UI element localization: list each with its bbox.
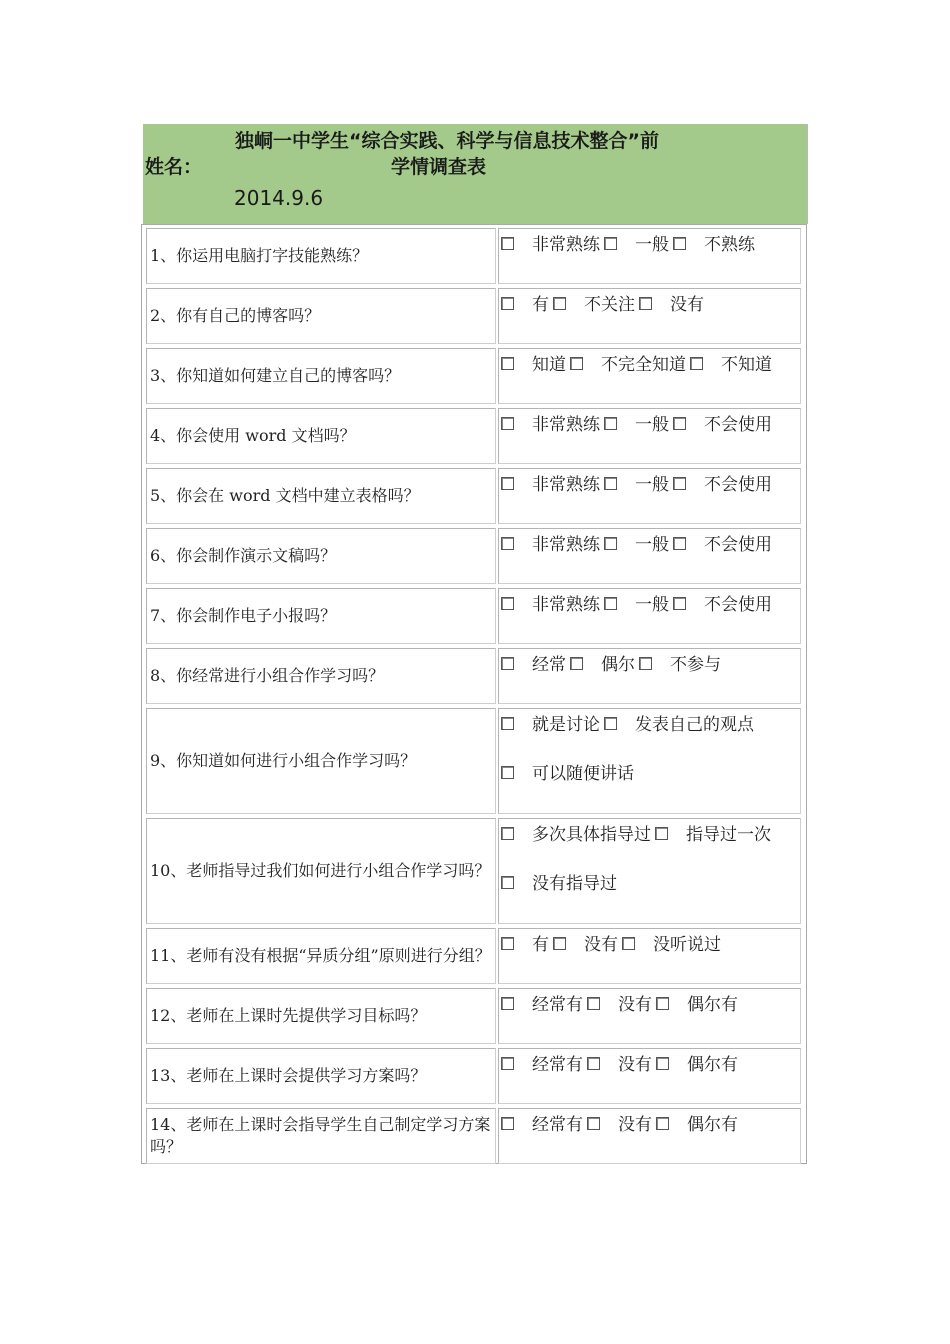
option-checkbox[interactable]: [656, 997, 669, 1010]
option-checkbox[interactable]: [673, 237, 686, 250]
option-line: [501, 236, 759, 256]
question-text: 7、你会制作电子小报吗？: [146, 588, 496, 644]
option-label: 不完全知道: [601, 355, 686, 375]
option-line: [501, 765, 638, 785]
answer-options: [498, 348, 801, 404]
survey-table: [141, 224, 807, 1164]
question-row: [142, 225, 808, 285]
option-line: [501, 996, 742, 1016]
question-text: 10、老师指导过我们如何进行小组合作学习吗？: [146, 818, 496, 924]
option-label: 偶尔有: [687, 1055, 738, 1075]
option-label: 没有: [618, 995, 652, 1015]
option-checkbox[interactable]: [673, 477, 686, 490]
option-label: 一般: [635, 595, 669, 615]
option-checkbox[interactable]: [501, 657, 514, 670]
option-checkbox[interactable]: [553, 297, 566, 310]
answer-options: [498, 708, 801, 814]
option-label: 有: [532, 295, 549, 315]
question-text: 9、你知道如何进行小组合作学习吗？: [146, 708, 496, 814]
option-checkbox[interactable]: [570, 357, 583, 370]
question-text: 5、你会在 word 文档中建立表格吗？: [146, 468, 496, 524]
answer-options: [498, 818, 801, 924]
option-label: 没听说过: [653, 935, 721, 955]
survey-title-line2: 学情调查表: [391, 156, 487, 178]
question-row: [142, 1105, 808, 1165]
question-text: 14、老师在上课时会指导学生自己制定学习方案吗？: [146, 1108, 496, 1164]
question-text: 11、老师有没有根据“异质分组”原则进行分组？: [146, 928, 496, 984]
option-checkbox[interactable]: [604, 237, 617, 250]
option-line: [501, 1116, 742, 1136]
option-checkbox[interactable]: [604, 717, 617, 730]
option-checkbox[interactable]: [501, 237, 514, 250]
option-label: 非常熟练: [532, 535, 600, 555]
question-row: [142, 285, 808, 345]
option-checkbox[interactable]: [501, 997, 514, 1010]
question-row: [142, 465, 808, 525]
option-label: 一般: [635, 535, 669, 555]
question-row: [142, 345, 808, 405]
option-label: 就是讨论: [532, 715, 600, 735]
option-label: 不关注: [584, 295, 635, 315]
option-checkbox[interactable]: [501, 1057, 514, 1070]
option-line: [501, 416, 776, 436]
option-label: 不会使用: [704, 415, 772, 435]
option-checkbox[interactable]: [639, 657, 652, 670]
option-label: 没有: [618, 1115, 652, 1135]
option-label: 不会使用: [704, 475, 772, 495]
question-row: [142, 985, 808, 1045]
option-label: 经常有: [532, 995, 583, 1015]
question-text: 8、你经常进行小组合作学习吗？: [146, 648, 496, 704]
option-line: [501, 476, 776, 496]
option-checkbox[interactable]: [501, 537, 514, 550]
option-checkbox[interactable]: [673, 417, 686, 430]
question-row: [142, 645, 808, 705]
option-checkbox[interactable]: [690, 357, 703, 370]
option-label: 偶尔: [601, 655, 635, 675]
question-row: [142, 925, 808, 985]
option-label: 发表自己的观点: [635, 715, 754, 735]
option-checkbox[interactable]: [656, 1117, 669, 1130]
option-label: 没有指导过: [532, 874, 617, 894]
survey-date: 2014.9.6: [234, 186, 324, 210]
option-line: [501, 936, 725, 956]
option-checkbox[interactable]: [501, 937, 514, 950]
option-checkbox[interactable]: [656, 1057, 669, 1070]
option-label: 指导过一次: [686, 825, 771, 845]
option-label: 非常熟练: [532, 475, 600, 495]
option-line: [501, 875, 621, 895]
question-text: 13、老师在上课时会提供学习方案吗？: [146, 1048, 496, 1104]
survey-title-line1: 独峒一中学生“综合实践、科学与信息技术整合”前: [235, 130, 659, 152]
name-label: 姓名：: [145, 156, 203, 178]
question-text: 6、你会制作演示文稿吗？: [146, 528, 496, 584]
question-row: [142, 1045, 808, 1105]
survey-header: [143, 124, 808, 224]
answer-options: [498, 1048, 801, 1104]
option-label: 非常熟练: [532, 415, 600, 435]
option-line: [501, 356, 776, 376]
answer-options: [498, 1108, 801, 1164]
question-text: 4、你会使用 word 文档吗？: [146, 408, 496, 464]
option-checkbox[interactable]: [501, 1117, 514, 1130]
answer-options: [498, 588, 801, 644]
question-row: [142, 405, 808, 465]
option-label: 不参与: [670, 655, 721, 675]
option-checkbox[interactable]: [604, 597, 617, 610]
option-line: [501, 296, 708, 316]
option-checkbox[interactable]: [501, 597, 514, 610]
answer-options: [498, 468, 801, 524]
answer-options: [498, 928, 801, 984]
option-label: 不会使用: [704, 595, 772, 615]
question-row: [142, 705, 808, 815]
option-checkbox[interactable]: [501, 357, 514, 370]
answer-options: [498, 228, 801, 284]
answer-options: [498, 988, 801, 1044]
option-checkbox[interactable]: [501, 417, 514, 430]
option-label: 没有: [618, 1055, 652, 1075]
option-checkbox[interactable]: [673, 597, 686, 610]
option-label: 一般: [635, 235, 669, 255]
question-row: [142, 815, 808, 925]
option-label: 偶尔有: [687, 995, 738, 1015]
option-label: 经常有: [532, 1115, 583, 1135]
option-checkbox[interactable]: [639, 297, 652, 310]
option-checkbox[interactable]: [673, 537, 686, 550]
question-row: [142, 525, 808, 585]
option-line: [501, 716, 758, 736]
option-checkbox[interactable]: [501, 717, 514, 730]
question-row: [142, 585, 808, 645]
option-label: 偶尔有: [687, 1115, 738, 1135]
option-checkbox[interactable]: [501, 766, 514, 779]
option-line: [501, 596, 776, 616]
option-line: [501, 1056, 742, 1076]
option-label: 没有: [670, 295, 704, 315]
option-checkbox[interactable]: [501, 876, 514, 889]
answer-options: [498, 408, 801, 464]
option-checkbox[interactable]: [604, 417, 617, 430]
option-checkbox[interactable]: [604, 537, 617, 550]
option-label: 非常熟练: [532, 235, 600, 255]
question-text: 3、你知道如何建立自己的博客吗？: [146, 348, 496, 404]
option-label: 经常有: [532, 1055, 583, 1075]
option-label: 一般: [635, 415, 669, 435]
option-label: 经常: [532, 655, 566, 675]
option-checkbox[interactable]: [604, 477, 617, 490]
option-checkbox[interactable]: [587, 1117, 600, 1130]
option-label: 非常熟练: [532, 595, 600, 615]
option-checkbox[interactable]: [501, 297, 514, 310]
option-label: 知道: [532, 355, 566, 375]
option-line: [501, 826, 775, 846]
option-checkbox[interactable]: [655, 827, 668, 840]
answer-options: [498, 288, 801, 344]
option-label: 没有: [584, 935, 618, 955]
option-checkbox[interactable]: [501, 827, 514, 840]
option-checkbox[interactable]: [501, 477, 514, 490]
option-label: 不知道: [721, 355, 772, 375]
answer-options: [498, 648, 801, 704]
question-text: 12、老师在上课时先提供学习目标吗？: [146, 988, 496, 1044]
option-line: [501, 656, 725, 676]
option-checkbox[interactable]: [553, 937, 566, 950]
option-label: 有: [532, 935, 549, 955]
option-checkbox[interactable]: [587, 997, 600, 1010]
option-checkbox[interactable]: [622, 937, 635, 950]
question-text: 1、你运用电脑打字技能熟练？: [146, 228, 496, 284]
option-label: 一般: [635, 475, 669, 495]
option-checkbox[interactable]: [570, 657, 583, 670]
option-checkbox[interactable]: [587, 1057, 600, 1070]
option-label: 多次具体指导过: [532, 825, 651, 845]
option-label: 可以随便讲话: [532, 764, 634, 784]
option-label: 不会使用: [704, 535, 772, 555]
option-line: [501, 536, 776, 556]
question-text: 2、你有自己的博客吗？: [146, 288, 496, 344]
answer-options: [498, 528, 801, 584]
option-label: 不熟练: [704, 235, 755, 255]
